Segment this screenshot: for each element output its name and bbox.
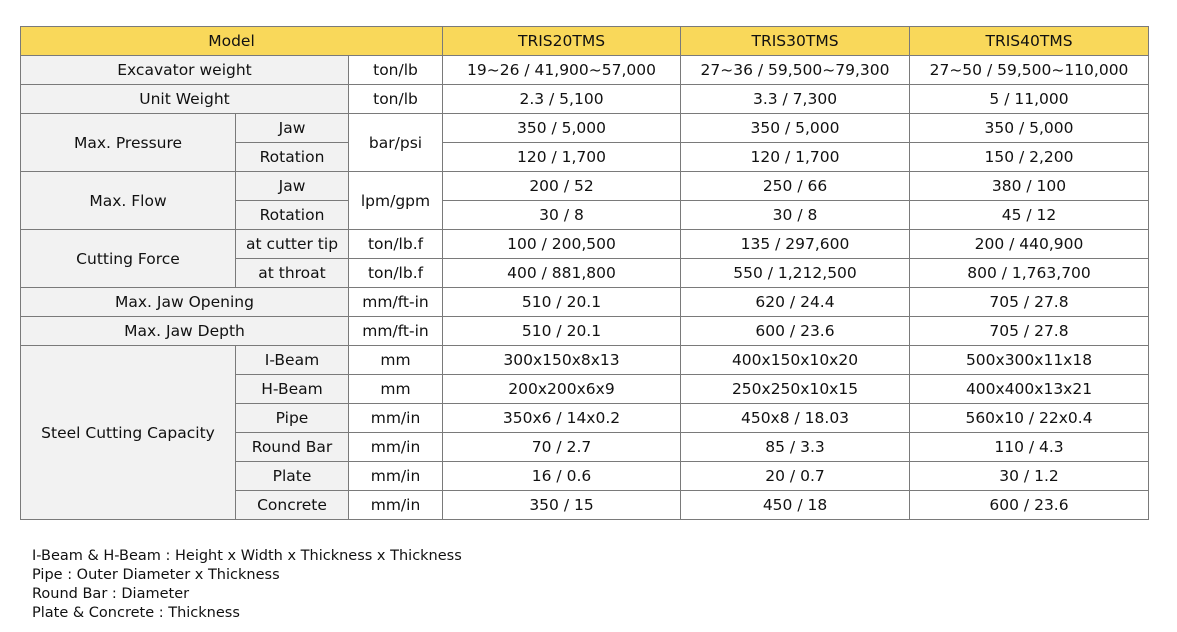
value-cell: 400x400x13x21 (910, 375, 1149, 404)
value-cell: 100 / 200,500 (443, 230, 681, 259)
value-cell: 250x250x10x15 (681, 375, 910, 404)
unit-cell: ton/lb.f (349, 259, 443, 288)
row-label: Max. Jaw Depth (21, 317, 349, 346)
value-cell: 30 / 8 (443, 201, 681, 230)
sub-label: Jaw (236, 114, 349, 143)
value-cell: 70 / 2.7 (443, 433, 681, 462)
footnote-line: Round Bar : Diameter (32, 586, 190, 602)
sub-label: Pipe (236, 404, 349, 433)
unit-cell: bar/psi (349, 114, 443, 172)
sub-label: Rotation (236, 201, 349, 230)
value-cell: 3.3 / 7,300 (681, 85, 910, 114)
row-label: Max. Pressure (21, 114, 236, 172)
sub-label: at throat (236, 259, 349, 288)
sub-label: Plate (236, 462, 349, 491)
value-cell: 350 / 5,000 (443, 114, 681, 143)
unit-cell: mm/ft-in (349, 288, 443, 317)
table-row (21, 230, 1149, 259)
footnote-line: I-Beam & H-Beam : Height x Width x Thickness x Thickness (32, 548, 462, 564)
value-cell: 500x300x11x18 (910, 346, 1149, 375)
value-cell: 27~36 / 59,500~79,300 (681, 56, 910, 85)
table-row (21, 317, 1149, 346)
value-cell: 380 / 100 (910, 172, 1149, 201)
model-name: TRIS40TMS (910, 27, 1149, 56)
row-label: Max. Flow (21, 172, 236, 230)
sub-label: Rotation (236, 143, 349, 172)
value-cell: 620 / 24.4 (681, 288, 910, 317)
value-cell: 705 / 27.8 (910, 288, 1149, 317)
value-cell: 85 / 3.3 (681, 433, 910, 462)
table-row (21, 346, 1149, 375)
spec-table (20, 26, 1149, 520)
value-cell: 27~50 / 59,500~110,000 (910, 56, 1149, 85)
value-cell: 200 / 440,900 (910, 230, 1149, 259)
value-cell: 705 / 27.8 (910, 317, 1149, 346)
sub-label: at cutter tip (236, 230, 349, 259)
table-row (21, 172, 1149, 201)
header-row (21, 27, 1149, 56)
sub-label: Round Bar (236, 433, 349, 462)
row-label: Unit Weight (21, 85, 349, 114)
model-name: TRIS30TMS (681, 27, 910, 56)
value-cell: 120 / 1,700 (681, 143, 910, 172)
value-cell: 30 / 8 (681, 201, 910, 230)
table-row (21, 114, 1149, 143)
value-cell: 350 / 5,000 (681, 114, 910, 143)
value-cell: 510 / 20.1 (443, 317, 681, 346)
model-name: TRIS20TMS (443, 27, 681, 56)
unit-cell: mm/in (349, 491, 443, 520)
value-cell: 300x150x8x13 (443, 346, 681, 375)
value-cell: 200x200x6x9 (443, 375, 681, 404)
unit-cell: mm (349, 375, 443, 404)
value-cell: 450x8 / 18.03 (681, 404, 910, 433)
value-cell: 550 / 1,212,500 (681, 259, 910, 288)
sub-label: Concrete (236, 491, 349, 520)
value-cell: 800 / 1,763,700 (910, 259, 1149, 288)
value-cell: 510 / 20.1 (443, 288, 681, 317)
value-cell: 450 / 18 (681, 491, 910, 520)
value-cell: 2.3 / 5,100 (443, 85, 681, 114)
value-cell: 400x150x10x20 (681, 346, 910, 375)
value-cell: 5 / 11,000 (910, 85, 1149, 114)
table-row (21, 85, 1149, 114)
row-label: Cutting Force (21, 230, 236, 288)
value-cell: 30 / 1.2 (910, 462, 1149, 491)
unit-cell: lpm/gpm (349, 172, 443, 230)
unit-cell: ton/lb (349, 85, 443, 114)
value-cell: 350x6 / 14x0.2 (443, 404, 681, 433)
value-cell: 250 / 66 (681, 172, 910, 201)
unit-cell: mm/in (349, 404, 443, 433)
unit-cell: ton/lb (349, 56, 443, 85)
value-cell: 200 / 52 (443, 172, 681, 201)
footnotes (32, 547, 462, 623)
row-label: Max. Jaw Opening (21, 288, 349, 317)
value-cell: 120 / 1,700 (443, 143, 681, 172)
sub-label: Jaw (236, 172, 349, 201)
unit-cell: mm/ft-in (349, 317, 443, 346)
value-cell: 350 / 5,000 (910, 114, 1149, 143)
sub-label: I-Beam (236, 346, 349, 375)
unit-cell: mm (349, 346, 443, 375)
value-cell: 150 / 2,200 (910, 143, 1149, 172)
value-cell: 400 / 881,800 (443, 259, 681, 288)
footnote-line: Plate & Concrete : Thickness (32, 605, 240, 621)
value-cell: 16 / 0.6 (443, 462, 681, 491)
sub-label: H-Beam (236, 375, 349, 404)
unit-cell: ton/lb.f (349, 230, 443, 259)
table-row (21, 56, 1149, 85)
value-cell: 350 / 15 (443, 491, 681, 520)
unit-cell: mm/in (349, 433, 443, 462)
value-cell: 560x10 / 22x0.4 (910, 404, 1149, 433)
row-label: Excavator weight (21, 56, 349, 85)
value-cell: 600 / 23.6 (681, 317, 910, 346)
unit-cell: mm/in (349, 462, 443, 491)
row-label: Steel Cutting Capacity (21, 346, 236, 520)
value-cell: 135 / 297,600 (681, 230, 910, 259)
value-cell: 19~26 / 41,900~57,000 (443, 56, 681, 85)
model-header: Model (21, 27, 443, 56)
value-cell: 600 / 23.6 (910, 491, 1149, 520)
table-row (21, 288, 1149, 317)
value-cell: 45 / 12 (910, 201, 1149, 230)
value-cell: 110 / 4.3 (910, 433, 1149, 462)
value-cell: 20 / 0.7 (681, 462, 910, 491)
footnote-line: Pipe : Outer Diameter x Thickness (32, 567, 280, 583)
